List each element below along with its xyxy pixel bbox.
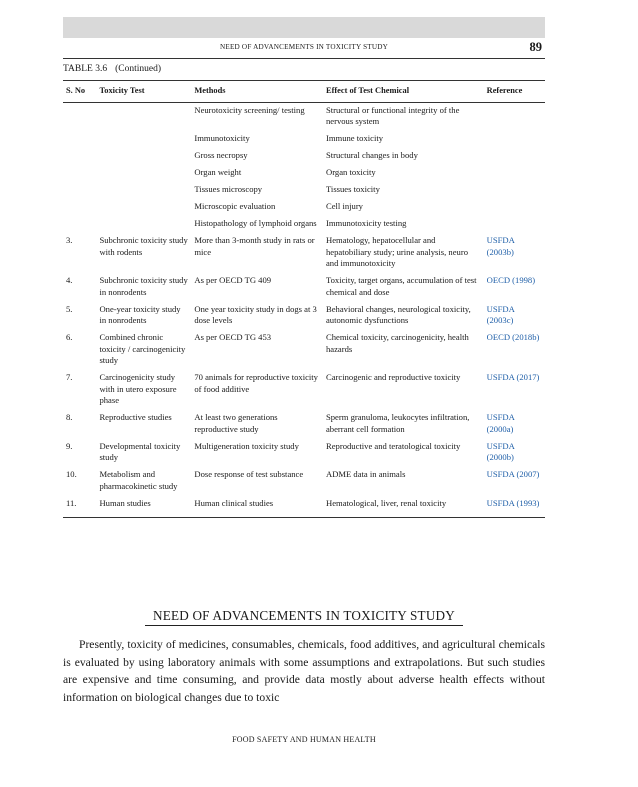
cell-method: Tissues microscopy [194, 184, 263, 194]
body-paragraph: Presently, toxicity of medicines, consumables, chemicals, food additives, and agricultural chemicals is evaluated by using laboratory animals with some assumptions and extrapolations. But such studies are expensive and time consuming, and provide data mostly about adverse health effects without information on biological changes due to toxic [63, 638, 545, 704]
table-row [63, 496, 545, 518]
cell-toxicity-test: Human studies [96, 496, 191, 518]
cell-effect: Cell injury [325, 201, 363, 211]
table-continued-label: (Continued) [115, 64, 162, 74]
table-row [63, 165, 545, 182]
cell-method: One year toxicity study in dogs at 3 dose levels [194, 303, 317, 325]
running-head [63, 42, 545, 59]
cell-sno [63, 182, 96, 199]
cell-method: Gross necropsy [194, 150, 248, 160]
cell-effect: Behavioral changes, neurological toxicity, autonomic dysfunctions [325, 303, 471, 325]
cell-toxicity-test: Developmental toxicity study [99, 440, 181, 462]
cell-toxicity-test: One-year toxicity study in nonrodents [99, 303, 181, 325]
cell-method: Human clinical studies [191, 496, 323, 518]
cell-effect: Structural or functional integrity of the nervous system [325, 104, 460, 126]
cell-sno [63, 165, 96, 182]
header-sno: S. No [63, 81, 96, 103]
cell-method: Neurotoxicity screening/ testing [194, 104, 305, 115]
cell-sno [63, 102, 96, 131]
cell-effect: Immunotoxicity testing [325, 218, 407, 228]
table-row [63, 102, 545, 131]
section-heading-text: NEED OF ADVANCEMENTS IN TOXICITY STUDY [145, 608, 463, 626]
cell-reference [484, 131, 545, 148]
cell-sno [63, 148, 96, 165]
header-toxicity-test: Toxicity Test [96, 81, 191, 103]
cell-reference[interactable]: OECD (2018b) [486, 332, 540, 342]
header-effect: Effect of Test Chemical [323, 81, 484, 103]
cell-toxicity-test: Combined chronic toxicity / carcinogenicity study [99, 332, 186, 365]
cell-effect: Immune toxicity [325, 133, 384, 143]
cell-effect: Organ toxicity [325, 167, 376, 177]
table-row [63, 131, 545, 148]
cell-method: 70 animals for reproductive toxicity of food additive [194, 372, 318, 394]
cell-method: Multigeneration toxicity study [194, 440, 299, 451]
table-caption [63, 64, 161, 74]
cell-effect: ADME data in animals [325, 469, 406, 479]
cell-method: Microscopic evaluation [194, 201, 276, 211]
cell-effect: Hematological, liver, renal toxicity [323, 496, 484, 518]
header-reference: Reference [484, 81, 545, 103]
cell-reference[interactable]: USFDA (2003c) [486, 303, 515, 325]
cell-method: Immunotoxicity [194, 133, 250, 143]
cell-method: Histopathology of lymphoid organs [194, 218, 317, 228]
cell-sno: 5. [66, 303, 73, 314]
cell-reference [484, 165, 545, 182]
table-row [63, 330, 545, 370]
cell-toxicity-test: Carcinogenicity study with in utero exposure phase [99, 372, 177, 405]
toxicity-table [63, 80, 545, 518]
cell-reference[interactable]: OECD (1998) [486, 275, 536, 285]
cell-sno [63, 131, 96, 148]
cell-reference[interactable]: USFDA (2000a) [486, 412, 515, 434]
cell-reference[interactable]: USFDA (2007) [486, 469, 540, 479]
cell-reference [484, 102, 545, 131]
table-row [63, 199, 545, 216]
cell-sno [63, 199, 96, 216]
cell-reference[interactable]: USFDA (2003b) [486, 235, 515, 257]
cell-toxicity-test [96, 216, 191, 233]
cell-toxicity-test [96, 131, 191, 148]
cell-toxicity-test: Subchronic toxicity study with rodents [99, 235, 188, 257]
cell-method: At least two generations reproductive study [194, 412, 278, 434]
cell-toxicity-test: Subchronic toxicity study in nonrodents [99, 275, 188, 297]
cell-sno: 8. [66, 412, 73, 422]
cell-reference[interactable]: USFDA (2017) [486, 372, 540, 382]
cell-sno: 11. [63, 496, 96, 518]
page-footer: FOOD SAFETY AND HUMAN HEALTH [232, 735, 376, 744]
cell-reference [484, 182, 545, 199]
cell-toxicity-test: Metabolism and pharmacokinetic study [99, 469, 178, 491]
cell-sno: 4. [66, 275, 73, 285]
cell-reference [484, 199, 545, 216]
cell-effect: Toxicity, target organs, accumulation of test chemical and dose [325, 275, 477, 297]
table-row [63, 273, 545, 302]
cell-sno: 6. [66, 332, 73, 342]
cell-effect: Sperm granuloma, leukocytes infiltration, aberrant cell formation [325, 412, 470, 434]
cell-reference[interactable]: USFDA (2000b) [486, 440, 515, 462]
table-row [63, 302, 545, 331]
cell-reference [484, 148, 545, 165]
table-row [63, 467, 545, 496]
cell-sno: 10. [66, 469, 77, 479]
section-heading [63, 608, 545, 626]
cell-sno: 3. [66, 235, 73, 245]
running-head-title: NEED OF ADVANCEMENTS IN TOXICITY STUDY [219, 43, 389, 51]
cell-effect: Carcinogenic and reproductive toxicity [325, 372, 461, 382]
cell-method: As per OECD TG 409 [194, 275, 272, 285]
table-row [63, 439, 545, 468]
cell-method: More than 3-month study in rats or mice [194, 235, 315, 257]
cell-toxicity-test [96, 199, 191, 216]
table-row [63, 182, 545, 199]
table-row [63, 370, 545, 410]
cell-effect: Hematology, hepatocellular and hepatobiliary study; urine analysis, neuro and immunotoxicity [325, 235, 468, 268]
table-body [63, 102, 545, 518]
cell-reference [484, 216, 545, 233]
header-methods: Methods [191, 81, 323, 103]
cell-sno: 9. [66, 440, 73, 451]
cell-toxicity-test [96, 165, 191, 182]
table-row [63, 410, 545, 439]
cell-effect: Tissues toxicity [325, 184, 380, 194]
cell-reference[interactable]: USFDA (1993) [484, 496, 545, 518]
table-row [63, 233, 545, 273]
cell-toxicity-test [96, 102, 191, 131]
cell-toxicity-test [96, 148, 191, 165]
cell-effect: Structural changes in body [325, 150, 418, 160]
cell-toxicity-test [96, 182, 191, 199]
cell-method: As per OECD TG 453 [194, 332, 272, 342]
table-row [63, 216, 545, 233]
cell-sno [63, 216, 96, 233]
table-row [63, 148, 545, 165]
header-bar [63, 17, 545, 38]
cell-effect: Chemical toxicity, carcinogenicity, health hazards [325, 332, 469, 354]
table-header-row [63, 81, 545, 103]
cell-method: Organ weight [194, 167, 242, 177]
cell-sno: 7. [66, 372, 73, 382]
cell-method: Dose response of test substance [194, 469, 304, 479]
cell-toxicity-test: Reproductive studies [99, 412, 172, 422]
table-number: TABLE 3.6 [63, 64, 108, 74]
page-number: 89 [529, 40, 542, 54]
cell-effect: Reproductive and teratological toxicity [325, 440, 461, 451]
